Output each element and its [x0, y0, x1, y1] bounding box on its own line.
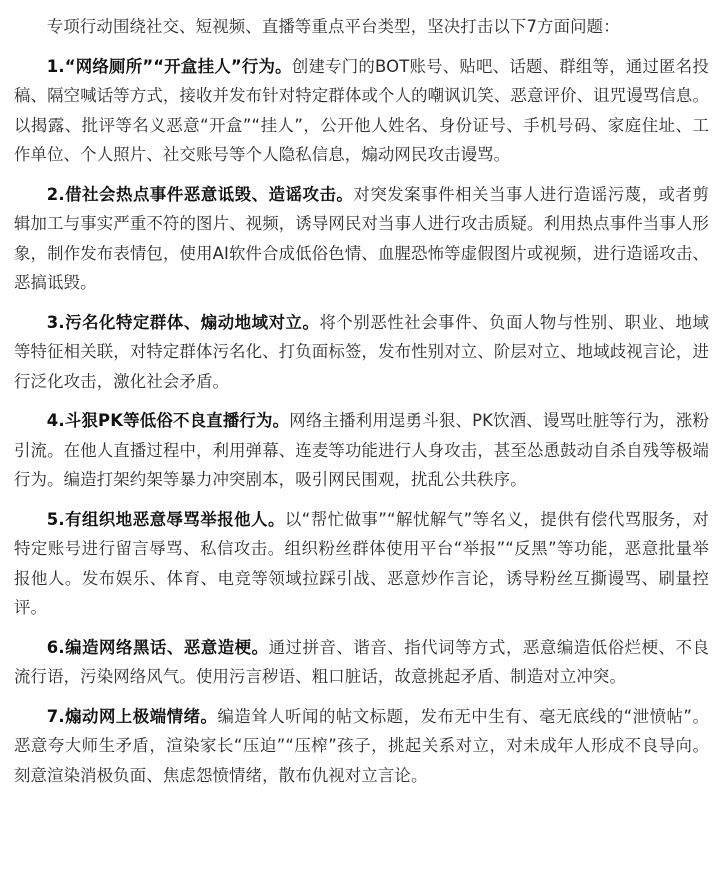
item-5-heading: 5.有组织地恶意辱骂举报他人。	[46, 509, 285, 529]
item-4-heading: 4.斗狠PK等低俗不良直播行为。	[46, 411, 290, 430]
item-2-body: 对突发案事件相关当事人进行造谣污蔑，或者剪辑加工与事实严重不符的图片、视频，诱导网民对当事人进行攻击质疑。利用热点事件当事人形象，制作发布表情包，使用AI软件合成低俗色情、血腥恐怖等虚假图片或视频，进行造谣攻击、恶搞诋毁。	[14, 184, 709, 292]
item-5-body: 以“帮忙做事”“解忧解气”等名义，提供有偿代骂服务，对特定账号进行留言辱骂、私信攻击。组织粉丝群体使用平台“举报”“反黑”等功能，恶意批量举报他人。发布娱乐、体育、电竞等领域拉踩引战、恶意炒作言论，诱导粉丝互撕谩骂、刷量控评。	[14, 509, 709, 617]
item-6-heading: 6.编造网络黑话、恶意造梗。	[46, 637, 269, 657]
item-3-heading: 3.污名化特定群体、煽动地域对立。	[46, 312, 320, 332]
item-3	[14, 308, 709, 397]
item-5	[14, 505, 709, 623]
item-7-heading: 7.煽动网上极端情绪。	[46, 706, 218, 726]
item-7-body: 编造耸人听闻的帖文标题，发布无中生有、毫无底线的“泄愤帖”。恶意夸大师生矛盾，渲染家长“压迫”“压榨”孩子，挑起关系对立，对未成年人形成不良导向。刻意渲染消极负面、焦虑怨愤情绪，散布仇视对立言论。	[14, 706, 709, 785]
intro-paragraph: 专项行动围绕社交、短视频、直播等重点平台类型，坚决打击以下7方面问题：	[46, 17, 620, 36]
item-1-body: 创建专门的BOT账号、贴吧、话题、群组等，通过匿名投稿、隔空喊话等方式，接收并发布针对特定群体或个人的嘲讽讥笑、恶意评价、诅咒谩骂信息。以揭露、批评等名义恶意“开盒”“挂人”，公开他人姓名、身份证号、手机号码、家庭住址、工作单位、个人照片、社交账号等个人隐私信息，煽动网民攻击谩骂。	[14, 56, 709, 164]
item-3-body: 将个别恶性社会事件、负面人物与性别、职业、地域等特征相关联，对特定群体污名化、打负面标签，发布性别对立、阶层对立、地域歧视言论，进行泛化攻击，激化社会矛盾。	[14, 312, 710, 391]
item-4-body: 网络主播利用逞勇斗狠、PK饮酒、谩骂吐脏等行为，涨粉引流。在他人直播过程中，利用弹幕、连麦等功能进行人身攻击，甚至怂恿鼓动自杀自残等极端行为。编造打架约架等暴力冲突剧本，吸引网民围观，扰乱公共秩序。	[14, 411, 710, 489]
item-7	[14, 702, 709, 791]
item-1-heading: 1.“网络厕所”“开盒挂人”行为。	[46, 56, 292, 76]
item-6	[14, 633, 709, 692]
item-4	[14, 406, 709, 495]
item-6-body: 通过拼音、谐音、指代词等方式，恶意编造低俗烂梗、不良流行语，污染网络风气。使用污言秽语、粗口脏话，故意挑起矛盾、制造对立冲突。	[14, 637, 709, 686]
item-2-heading: 2.借社会热点事件恶意诋毁、造谣攻击。	[46, 184, 354, 204]
item-2	[14, 180, 709, 298]
item-1	[14, 52, 709, 170]
